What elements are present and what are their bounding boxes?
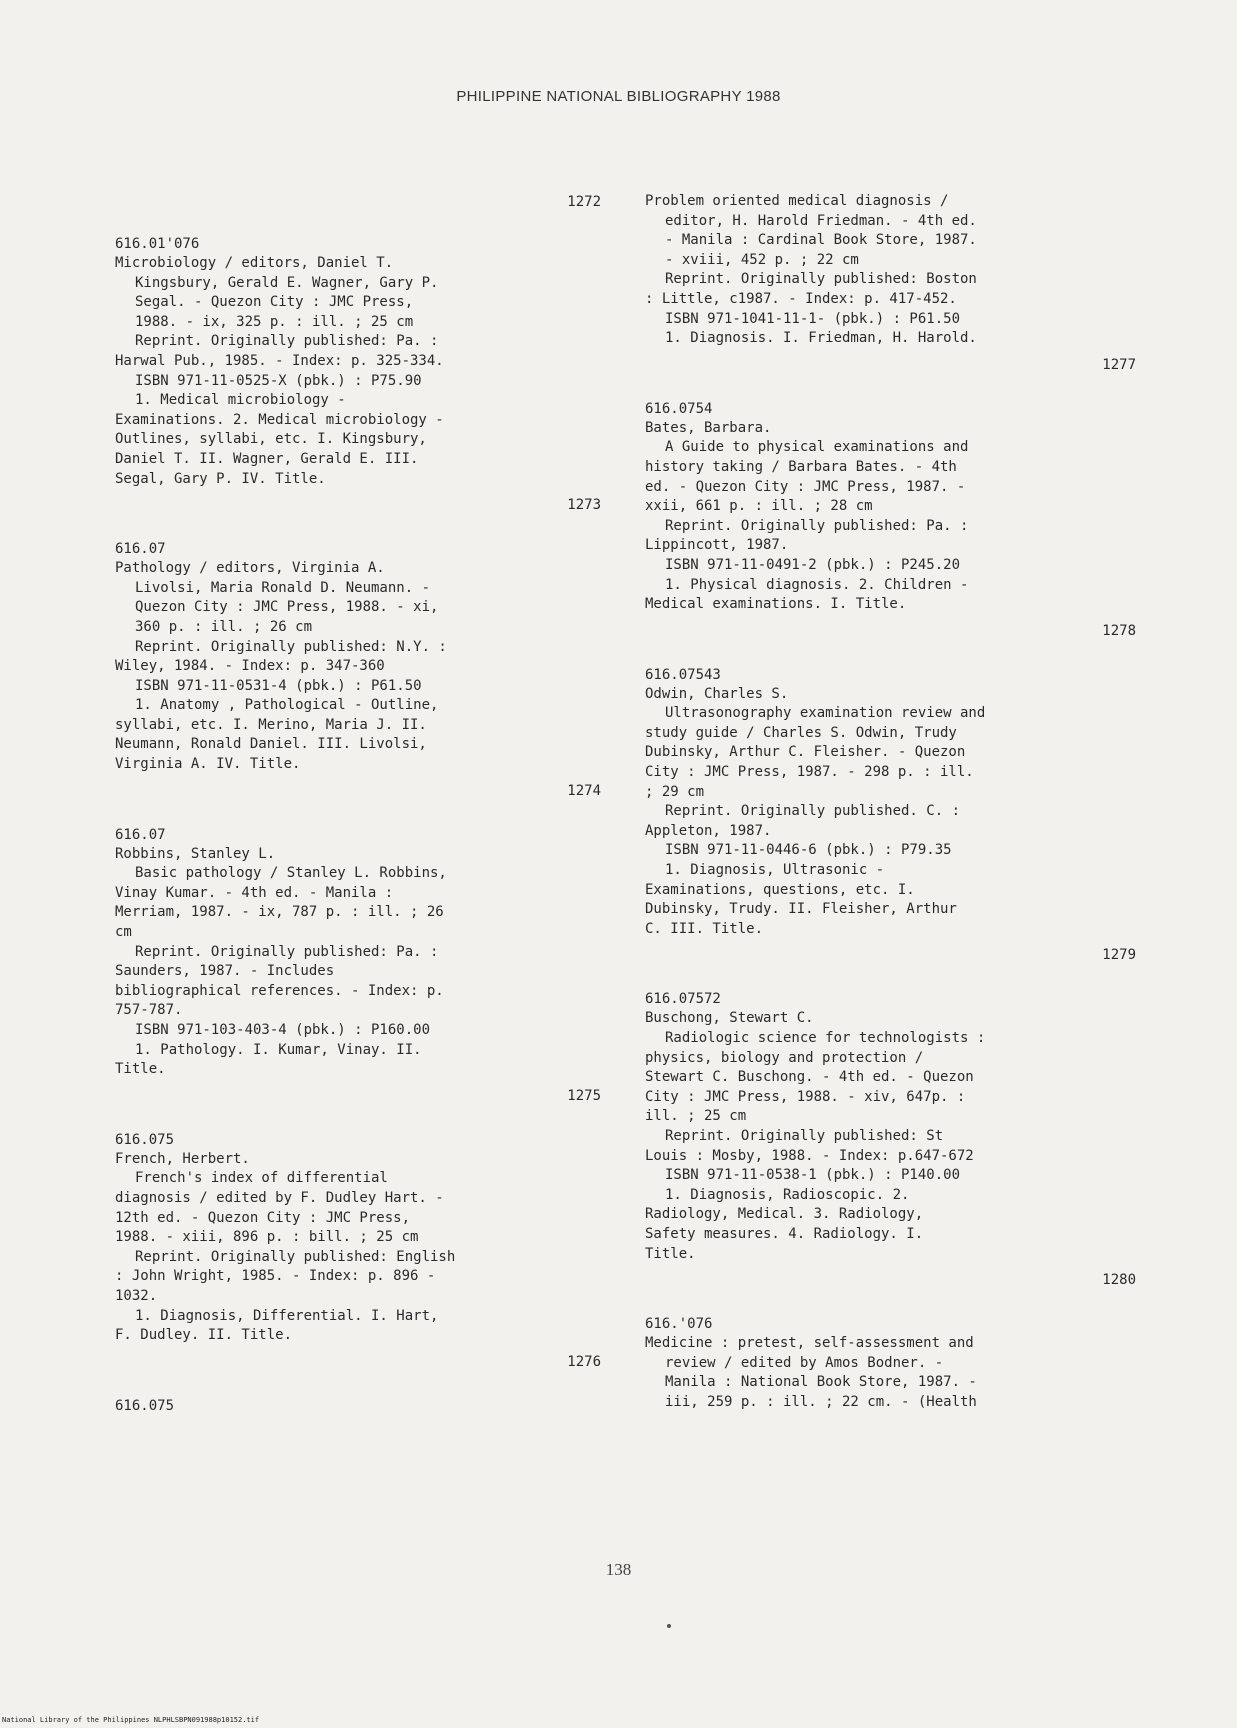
entry-line: - xviii, 452 p. ; 22 cm [665,251,859,268]
entry-line: ISBN 971-11-0446-6 (pbk.) : P79.35 [665,842,952,859]
right-column [645,192,1140,1413]
entry-line: 1. Medical microbiology - [135,392,346,409]
entry-line: Examinations, questions, etc. I. [645,881,915,898]
classification-number: 616.01'076 [115,236,200,252]
entry-number: 1275 [567,1087,601,1104]
entry-line: Reprint. Originally published: Boston [665,271,977,288]
entry-line: : Little, c1987. - Index: p. 417-452. [645,290,957,307]
entry-body [645,192,1140,349]
entry-line: Segal, Gary P. IV. Title. [115,470,326,487]
entry-line: history taking / Barbara Bates. - 4th [645,458,957,475]
entry-line: Buschong, Stewart C. [645,1010,814,1027]
entry-line: Radiologic science for technologists : [665,1030,986,1046]
entry-line: Medical examinations. I. Title. [645,596,907,613]
bibliography-entry [115,1352,605,1416]
entry-line: Kingsbury, Gerald E. Wagner, Gary P. [135,274,439,291]
entry-line: cm [115,924,132,941]
entry-line: bibliographical references. - Index: p. [115,982,444,999]
entry-line: C. III. Title. [645,920,764,937]
entry-line: 1988. - xiii, 896 p. : bill. ; 25 cm [115,1229,419,1246]
classification-number: 616.07 [115,826,166,843]
entry-line: ed. - Quezon City : JMC Press, 1987. - [645,478,966,495]
entry-line: Examinations. 2. Medical microbiology - [115,411,444,428]
entry-line: ISBN 971-1041-11-1- (pbk.) : P61.50 [665,310,961,327]
entry-line: Dubinsky, Trudy. II. Fleisher, Arthur [645,901,957,918]
classification-number: 616.07543 [645,666,721,683]
entry-line: review / edited by Amos Bodner. - [665,1354,944,1371]
entry-body [645,685,1140,940]
bibliography-entry [645,355,1140,615]
entry-number: 1276 [567,1353,601,1370]
entry-line: ISBN 971-103-403-4 (pbk.) : P160.00 [135,1022,431,1038]
entry-line: Vinay Kumar. - 4th ed. - Manila : [115,884,394,901]
bibliography-entry [645,621,1140,940]
entry-line: Bates, Barbara. [645,419,772,436]
entry-line: physics, biology and protection / [645,1049,924,1066]
left-column [115,192,605,1416]
entry-line: French, Herbert. [115,1150,250,1167]
entry-line: 1. Diagnosis. I. Friedman, H. Harold. [665,330,977,347]
entry-body [115,254,605,489]
entry-line: Robbins, Stanley L. [115,845,276,862]
entry-line: ill. ; 25 cm [645,1108,747,1125]
entry-line: Saunders, 1987. - Includes [115,963,335,980]
entry-line: 1. Diagnosis, Differential. I. Hart, [135,1307,439,1324]
entry-line: City : JMC Press, 1987. - 298 p. : ill. [645,764,974,781]
entry-line: 757-787. [115,1002,183,1019]
entry-line: Reprint. Originally published: Pa. : [135,333,439,350]
entry-line: 1. Pathology. I. Kumar, Vinay. II. [135,1041,422,1058]
classification-number: 616.0754 [645,400,713,417]
entry-line: ISBN 971-11-0531-4 (pbk.) : P61.50 [135,677,422,694]
entry-line: 1. Diagnosis, Radioscopic. 2. [665,1186,910,1203]
entry-line: 1032. [115,1287,158,1304]
bibliography-entry [115,495,605,775]
classification-number: 616.'076 [645,1316,713,1333]
entry-number: 1274 [567,782,601,799]
entry-line: ISBN 971-11-0525-X (pbk.) : P75.90 [135,372,422,389]
entry-line: Title. [115,1061,166,1078]
entry-line: Odwin, Charles S. [645,685,789,702]
entry-line: 1. Diagnosis, Ultrasonic - [665,862,885,879]
entry-line: Livolsi, Maria Ronald D. Neumann. - [135,579,431,596]
entry-line: ; 29 cm [645,783,705,800]
entry-line: Neumann, Ronald Daniel. III. Livolsi, [115,736,427,753]
entry-line: Microbiology / editors, Daniel T. [115,255,394,271]
entry-line: City : JMC Press, 1988. - xiv, 647p. : [645,1088,966,1105]
entry-line: iii, 259 p. : ill. ; 22 cm. - (Health [665,1393,977,1410]
classification-number: 616.07572 [645,991,721,1008]
entry-line: 1988. - ix, 325 p. : ill. ; 25 cm [135,313,414,330]
scan-footer: National Library of the Philippines NLPHLSBPN091988p10152.tif [2,1716,260,1724]
entry-line: diagnosis / edited by F. Dudley Hart. - [115,1189,444,1206]
classification-number: 616.075 [115,1397,175,1414]
entry-body [645,1009,1140,1264]
entry-line: Merriam, 1987. - ix, 787 p. : ill. ; 26 [115,904,444,921]
entry-line: Reprint. Originally published: English [135,1248,456,1265]
entry-line: Quezon City : JMC Press, 1988. - xi, [135,599,439,616]
entry-line: editor, H. Harold Friedman. - 4th ed. [665,212,977,229]
entry-line: French's index of differential [135,1170,388,1187]
entry-line: Radiology, Medical. 3. Radiology, [645,1206,924,1223]
entry-line: Title. [645,1245,696,1262]
entry-line: 1. Physical diagnosis. 2. Children - [665,576,969,593]
entry-line: study guide / Charles S. Odwin, Trudy [645,724,957,741]
entry-line: - Manila : Cardinal Book Store, 1987. [665,232,977,249]
classification-number: 616.075 [115,1131,175,1148]
entry-number: 1280 [1102,1272,1136,1289]
entry-line: Dubinsky, Arthur C. Fleisher. - Quezon [645,744,966,761]
entry-line: Manila : National Book Store, 1987. - [665,1374,977,1391]
entry-line: Basic pathology / Stanley L. Robbins, [135,865,447,882]
entry-line: Reprint. Originally published: Pa. : [665,517,969,534]
bibliography-entry [645,192,1140,349]
entry-number: 1273 [567,497,601,514]
entry-line: 1. Anatomy , Pathological - Outline, [135,697,439,714]
entry-line: Medicine : pretest, self-assessment and [645,1335,974,1352]
bibliography-entry [645,945,1140,1264]
entry-line: Segal. - Quezon City : JMC Press, [135,294,414,311]
entry-line: Outlines, syllabi, etc. I. Kingsbury, [115,431,427,448]
entry-line: Reprint. Originally published: Pa. : [135,943,439,960]
entry-line: Pathology / editors, Virginia A. [115,560,385,577]
entry-body [645,419,1140,615]
entry-line: Reprint. Originally published: St [665,1127,944,1144]
bibliography-entry [115,192,605,489]
entry-line: : John Wright, 1985. - Index: p. 896 - [115,1268,436,1285]
entry-line: Stewart C. Buschong. - 4th ed. - Quezon [645,1069,974,1086]
entry-body [115,559,605,775]
entry-body [115,845,605,1080]
bibliography-entry [115,781,605,1080]
entry-number: 1272 [567,194,601,210]
page-dot [667,1624,671,1628]
entry-body [115,1150,605,1346]
entry-line: Ultrasonography examination review and [665,705,986,722]
entry-line: syllabi, etc. I. Merino, Maria J. II. [115,716,427,733]
entry-line: F. Dudley. II. Title. [115,1327,293,1344]
entry-line: Appleton, 1987. [645,822,772,839]
entry-number: 1277 [1102,356,1136,373]
bibliography-entry [645,1270,1140,1412]
entry-line: ISBN 971-11-0491-2 (pbk.) : P245.20 [665,556,961,573]
bibliography-entry [115,1086,605,1346]
entry-line: Harwal Pub., 1985. - Index: p. 325-334. [115,352,444,369]
entry-line: Safety measures. 4. Radiology. I. [645,1225,924,1242]
entry-number: 1279 [1102,947,1136,964]
classification-number: 616.07 [115,541,166,558]
entry-line: xxii, 661 p. : ill. ; 28 cm [645,498,873,515]
entry-line: A Guide to physical examinations and [665,439,969,456]
entry-line: Reprint. Originally published. C. : [665,803,961,820]
entry-body [645,1334,1140,1412]
entry-line: Virginia A. IV. Title. [115,756,301,773]
entry-line: Louis : Mosby, 1988. - Index: p.647-672 [645,1147,974,1164]
entry-number: 1278 [1102,622,1136,639]
entry-line: 12th ed. - Quezon City : JMC Press, [115,1209,411,1226]
entry-line: Wiley, 1984. - Index: p. 347-360 [115,658,385,675]
page-header-title: PHILIPPINE NATIONAL BIBLIOGRAPHY 1988 [456,88,781,105]
entry-line: Problem oriented medical diagnosis / [645,193,949,209]
entry-line: Reprint. Originally published: N.Y. : [135,638,447,655]
entry-line: Daniel T. II. Wagner, Gerald E. III. [115,450,419,467]
entry-line: Lippincott, 1987. [645,537,789,554]
entry-line: 360 p. : ill. ; 26 cm [135,618,313,635]
page-number: 138 [605,1560,632,1579]
entry-line: ISBN 971-11-0538-1 (pbk.) : P140.00 [665,1167,961,1184]
